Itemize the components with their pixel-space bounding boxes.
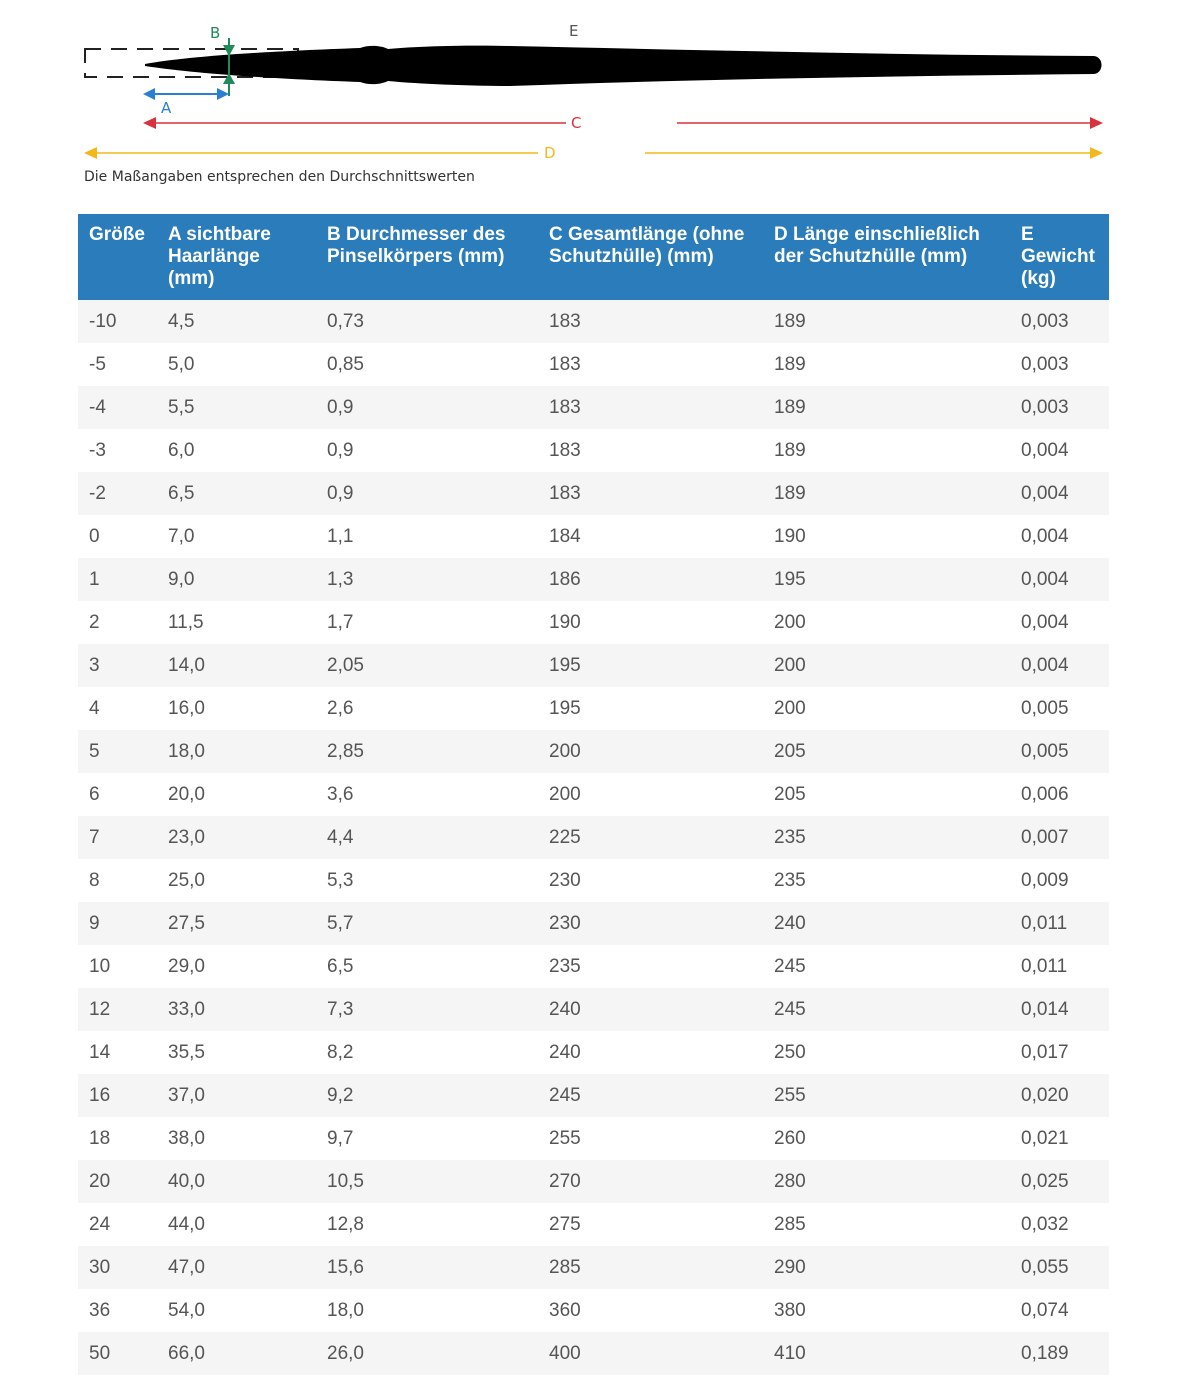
cell-weight: 0,011 — [1010, 902, 1109, 945]
cell-hair-length: 38,0 — [157, 1117, 316, 1160]
cell-hair-length: 29,0 — [157, 945, 316, 988]
brush-diagram — [0, 0, 1186, 200]
cell-hair-length: 47,0 — [157, 1246, 316, 1289]
cell-size: 24 — [78, 1203, 157, 1246]
cell-weight: 0,004 — [1010, 644, 1109, 687]
cell-hair-length: 5,5 — [157, 386, 316, 429]
cell-weight: 0,005 — [1010, 687, 1109, 730]
cell-total-length: 184 — [538, 515, 763, 558]
table-row — [78, 1246, 1109, 1289]
dimension-d — [84, 144, 1103, 162]
table-row — [78, 601, 1109, 644]
cell-length-with-cap: 245 — [763, 988, 1010, 1031]
label-c: C — [571, 114, 582, 132]
cell-length-with-cap: 285 — [763, 1203, 1010, 1246]
cell-size: -2 — [78, 472, 157, 515]
cell-total-length: 255 — [538, 1117, 763, 1160]
column-header-diameter: B Durchmesser des Pinselkörpers (mm) — [316, 214, 538, 300]
cell-length-with-cap: 250 — [763, 1031, 1010, 1074]
table-row — [78, 1289, 1109, 1332]
cell-length-with-cap: 380 — [763, 1289, 1010, 1332]
cell-size: 3 — [78, 644, 157, 687]
cell-diameter: 1,7 — [316, 601, 538, 644]
cell-total-length: 230 — [538, 902, 763, 945]
table-row — [78, 687, 1109, 730]
cell-length-with-cap: 280 — [763, 1160, 1010, 1203]
cell-size: 30 — [78, 1246, 157, 1289]
cell-weight: 0,006 — [1010, 773, 1109, 816]
cell-diameter: 6,5 — [316, 945, 538, 988]
cell-diameter: 0,9 — [316, 472, 538, 515]
cell-weight: 0,074 — [1010, 1289, 1109, 1332]
cell-diameter: 2,85 — [316, 730, 538, 773]
dimension-a — [143, 88, 229, 117]
cell-size: 7 — [78, 816, 157, 859]
cell-length-with-cap: 290 — [763, 1246, 1010, 1289]
cell-diameter: 5,7 — [316, 902, 538, 945]
table-row — [78, 945, 1109, 988]
cell-hair-length: 37,0 — [157, 1074, 316, 1117]
cell-size: -3 — [78, 429, 157, 472]
cell-length-with-cap: 410 — [763, 1332, 1010, 1375]
cell-hair-length: 33,0 — [157, 988, 316, 1031]
cell-weight: 0,004 — [1010, 472, 1109, 515]
cell-size: 1 — [78, 558, 157, 601]
cell-total-length: 240 — [538, 1031, 763, 1074]
cell-hair-length: 6,0 — [157, 429, 316, 472]
cell-size: 18 — [78, 1117, 157, 1160]
cell-total-length: 400 — [538, 1332, 763, 1375]
cell-weight: 0,004 — [1010, 558, 1109, 601]
cell-length-with-cap: 189 — [763, 386, 1010, 429]
cell-size: 2 — [78, 601, 157, 644]
cell-weight: 0,025 — [1010, 1160, 1109, 1203]
cell-size: 10 — [78, 945, 157, 988]
cell-total-length: 183 — [538, 300, 763, 343]
cell-hair-length: 20,0 — [157, 773, 316, 816]
table-row — [78, 472, 1109, 515]
cell-hair-length: 44,0 — [157, 1203, 316, 1246]
cell-weight: 0,014 — [1010, 988, 1109, 1031]
cell-total-length: 200 — [538, 773, 763, 816]
cell-length-with-cap: 190 — [763, 515, 1010, 558]
label-b: B — [210, 24, 221, 42]
cell-hair-length: 66,0 — [157, 1332, 316, 1375]
cell-total-length: 183 — [538, 343, 763, 386]
cell-hair-length: 54,0 — [157, 1289, 316, 1332]
cell-weight: 0,020 — [1010, 1074, 1109, 1117]
cell-total-length: 240 — [538, 988, 763, 1031]
cell-weight: 0,003 — [1010, 386, 1109, 429]
cell-hair-length: 16,0 — [157, 687, 316, 730]
cell-total-length: 183 — [538, 429, 763, 472]
cell-weight: 0,032 — [1010, 1203, 1109, 1246]
cell-hair-length: 9,0 — [157, 558, 316, 601]
cell-weight: 0,017 — [1010, 1031, 1109, 1074]
label-d: D — [544, 144, 556, 162]
cell-diameter: 0,85 — [316, 343, 538, 386]
cell-diameter: 2,05 — [316, 644, 538, 687]
cell-size: 36 — [78, 1289, 157, 1332]
cell-size: 20 — [78, 1160, 157, 1203]
cell-hair-length: 23,0 — [157, 816, 316, 859]
cell-weight: 0,021 — [1010, 1117, 1109, 1160]
cell-weight: 0,055 — [1010, 1246, 1109, 1289]
cell-diameter: 26,0 — [316, 1332, 538, 1375]
cell-diameter: 0,9 — [316, 386, 538, 429]
cell-length-with-cap: 255 — [763, 1074, 1010, 1117]
cell-diameter: 15,6 — [316, 1246, 538, 1289]
cell-total-length: 235 — [538, 945, 763, 988]
table-row — [78, 816, 1109, 859]
cell-size: 50 — [78, 1332, 157, 1375]
cell-hair-length: 40,0 — [157, 1160, 316, 1203]
size-table — [78, 214, 1109, 1375]
cell-total-length: 230 — [538, 859, 763, 902]
cell-diameter: 0,73 — [316, 300, 538, 343]
table-row — [78, 730, 1109, 773]
table-row — [78, 429, 1109, 472]
cell-size: -5 — [78, 343, 157, 386]
cell-weight: 0,003 — [1010, 300, 1109, 343]
table-row — [78, 988, 1109, 1031]
column-header-hair-length: A sichtbare Haarlänge (mm) — [157, 214, 316, 300]
cell-total-length: 195 — [538, 644, 763, 687]
cell-size: -10 — [78, 300, 157, 343]
column-header-weight: E Gewicht (kg) — [1010, 214, 1109, 300]
cell-total-length: 190 — [538, 601, 763, 644]
table-row — [78, 1160, 1109, 1203]
cell-size: 4 — [78, 687, 157, 730]
cell-diameter: 12,8 — [316, 1203, 538, 1246]
cell-total-length: 200 — [538, 730, 763, 773]
cell-length-with-cap: 189 — [763, 300, 1010, 343]
column-header-length-with-cap: D Länge einschließlich der Schutzhülle (mm) — [763, 214, 1010, 300]
cell-weight: 0,004 — [1010, 601, 1109, 644]
cell-hair-length: 35,5 — [157, 1031, 316, 1074]
cell-weight: 0,189 — [1010, 1332, 1109, 1375]
table-row — [78, 1117, 1109, 1160]
cell-total-length: 195 — [538, 687, 763, 730]
cell-length-with-cap: 200 — [763, 601, 1010, 644]
table-row — [78, 558, 1109, 601]
cell-diameter: 4,4 — [316, 816, 538, 859]
cell-diameter: 1,1 — [316, 515, 538, 558]
cell-size: 14 — [78, 1031, 157, 1074]
size-table-body — [78, 300, 1109, 1375]
cell-length-with-cap: 235 — [763, 816, 1010, 859]
cell-size: 6 — [78, 773, 157, 816]
cell-total-length: 183 — [538, 386, 763, 429]
cell-total-length: 285 — [538, 1246, 763, 1289]
cell-size: 9 — [78, 902, 157, 945]
cell-length-with-cap: 240 — [763, 902, 1010, 945]
column-header-size: Größe — [78, 214, 157, 300]
cell-length-with-cap: 189 — [763, 472, 1010, 515]
table-row — [78, 386, 1109, 429]
cell-diameter: 5,3 — [316, 859, 538, 902]
cell-hair-length: 14,0 — [157, 644, 316, 687]
cell-total-length: 183 — [538, 472, 763, 515]
cell-weight: 0,003 — [1010, 343, 1109, 386]
table-row — [78, 515, 1109, 558]
cell-weight: 0,011 — [1010, 945, 1109, 988]
cell-weight: 0,005 — [1010, 730, 1109, 773]
table-row — [78, 300, 1109, 343]
cell-weight: 0,004 — [1010, 515, 1109, 558]
cell-total-length: 275 — [538, 1203, 763, 1246]
cell-diameter: 10,5 — [316, 1160, 538, 1203]
cell-size: 5 — [78, 730, 157, 773]
cell-length-with-cap: 200 — [763, 644, 1010, 687]
cell-total-length: 245 — [538, 1074, 763, 1117]
table-row — [78, 902, 1109, 945]
cell-length-with-cap: 245 — [763, 945, 1010, 988]
cell-hair-length: 4,5 — [157, 300, 316, 343]
cell-total-length: 270 — [538, 1160, 763, 1203]
cell-size: 16 — [78, 1074, 157, 1117]
label-e: E — [569, 22, 579, 40]
cell-diameter: 18,0 — [316, 1289, 538, 1332]
cell-length-with-cap: 189 — [763, 343, 1010, 386]
cell-size: -4 — [78, 386, 157, 429]
cell-hair-length: 27,5 — [157, 902, 316, 945]
cell-hair-length: 7,0 — [157, 515, 316, 558]
cell-diameter: 7,3 — [316, 988, 538, 1031]
cell-length-with-cap: 195 — [763, 558, 1010, 601]
cell-length-with-cap: 260 — [763, 1117, 1010, 1160]
label-a: A — [161, 99, 172, 117]
table-row — [78, 1031, 1109, 1074]
cell-diameter: 3,6 — [316, 773, 538, 816]
cell-hair-length: 6,5 — [157, 472, 316, 515]
table-row — [78, 773, 1109, 816]
table-row — [78, 859, 1109, 902]
cell-size: 12 — [78, 988, 157, 1031]
cell-hair-length: 18,0 — [157, 730, 316, 773]
cell-length-with-cap: 189 — [763, 429, 1010, 472]
cell-diameter: 9,2 — [316, 1074, 538, 1117]
dimension-c — [143, 114, 1103, 132]
cell-length-with-cap: 205 — [763, 730, 1010, 773]
header-row — [78, 214, 1109, 300]
cell-diameter: 2,6 — [316, 687, 538, 730]
cell-hair-length: 25,0 — [157, 859, 316, 902]
column-header-total-length: C Gesamtlänge (ohne Schutzhülle) (mm) — [538, 214, 763, 300]
cell-diameter: 1,3 — [316, 558, 538, 601]
size-table-header — [78, 214, 1109, 300]
cell-weight: 0,009 — [1010, 859, 1109, 902]
table-row — [78, 644, 1109, 687]
cell-weight: 0,004 — [1010, 429, 1109, 472]
cell-total-length: 225 — [538, 816, 763, 859]
cell-diameter: 8,2 — [316, 1031, 538, 1074]
cell-total-length: 360 — [538, 1289, 763, 1332]
cell-size: 0 — [78, 515, 157, 558]
dimensions-note: Die Maßangaben entsprechen den Durchschnittswerten — [84, 169, 475, 185]
table-row — [78, 1203, 1109, 1246]
cell-hair-length: 5,0 — [157, 343, 316, 386]
table-row — [78, 1074, 1109, 1117]
table-row — [78, 343, 1109, 386]
cell-length-with-cap: 235 — [763, 859, 1010, 902]
cell-diameter: 9,7 — [316, 1117, 538, 1160]
brush-silhouette — [145, 46, 1102, 86]
cell-hair-length: 11,5 — [157, 601, 316, 644]
cell-length-with-cap: 200 — [763, 687, 1010, 730]
cell-length-with-cap: 205 — [763, 773, 1010, 816]
cell-size: 8 — [78, 859, 157, 902]
cell-total-length: 186 — [538, 558, 763, 601]
cell-weight: 0,007 — [1010, 816, 1109, 859]
cell-diameter: 0,9 — [316, 429, 538, 472]
table-row — [78, 1332, 1109, 1375]
